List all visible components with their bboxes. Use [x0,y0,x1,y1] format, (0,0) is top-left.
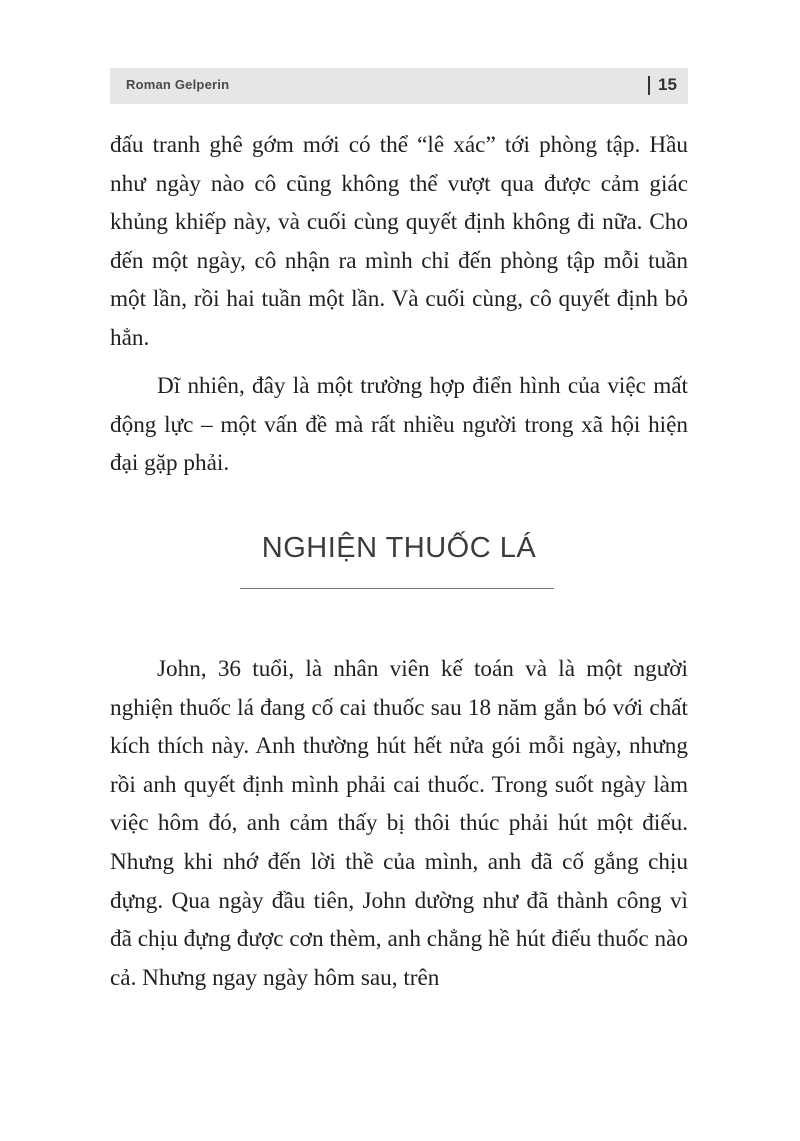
header-author: Roman Gelperin [126,77,230,92]
header-divider [648,76,650,95]
heading-underline [240,588,554,589]
section-heading: NGHIỆN THUỐC LÁ [261,532,537,564]
page-number: 15 [658,75,677,94]
paragraph-2: Dĩ nhiên, đây là một trường hợp điển hình của việc mất động lực – một vấn đề mà rất nhiều người trong xã hội hiện đại gặp phải. [110,373,688,477]
running-header [110,68,688,104]
paragraph-3: John, 36 tuổi, là nhân viên kế toán và là một người nghiện thuốc lá đang cố cai thuốc sau 18 năm gắn bó với chất kích thích này. Anh thường hút hết nửa gói mỗi ngày, nhưng rồi anh quyết định mình phải cai thuốc. Trong suốt ngày làm việc hôm đó, anh cảm thấy bị thôi thúc phải hút một điếu. Nhưng khi nhớ đến lời thề của mình, anh đã cố gắng chịu đựng. Qua ngày đầu tiên, John dường như đã thành công vì đã chịu đựng được cơn thèm, anh chẳng hề hút điếu thuốc nào cả. Nhưng ngay ngày hôm sau, trên [110,656,688,991]
paragraph-1: đấu tranh ghê gớm mới có thể “lê xác” tới phòng tập. Hầu như ngày nào cô cũng không thể vượt qua được cảm giác khủng khiếp này, và cuối cùng quyết định không đi nữa. Cho đến một ngày, cô nhận ra mình chỉ đến phòng tập mỗi tuần một lần, rồi hai tuần một lần. Và cuối cùng, cô quyết định bỏ hẳn. [110,132,688,351]
